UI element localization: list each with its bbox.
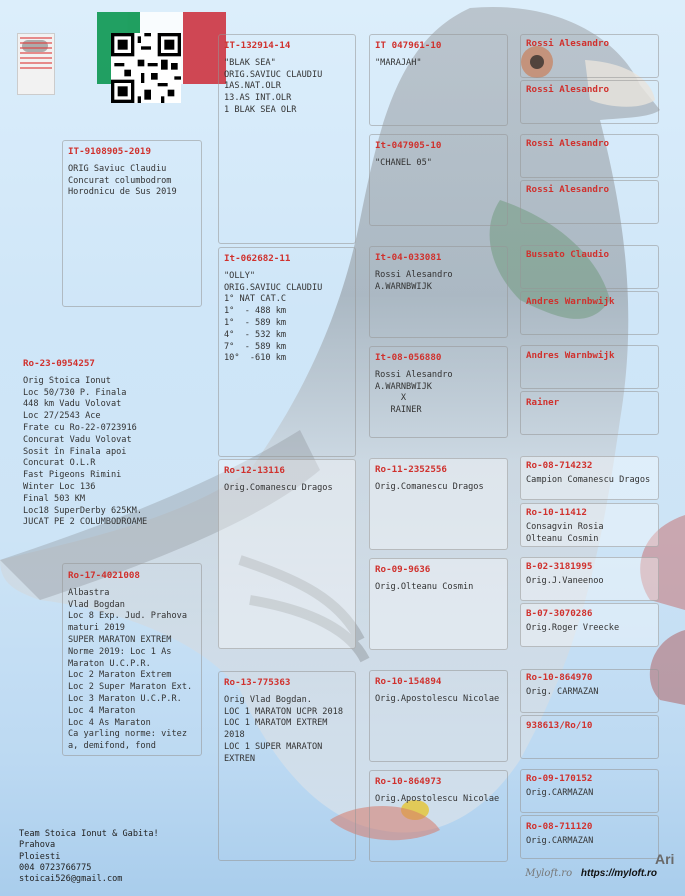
detail-line: Loc18 SuperDerby 625KM. bbox=[23, 505, 142, 516]
ring-id: It-08-056880 bbox=[375, 352, 442, 363]
pedigree-card-ggg bbox=[526, 184, 658, 202]
pedigree-card-great-grandparent bbox=[375, 776, 505, 806]
team-email[interactable]: stoicai526@gmail.com bbox=[19, 874, 123, 885]
pedigree-card-dam bbox=[68, 570, 202, 752]
detail-line: 2018 bbox=[224, 730, 245, 741]
pedigree-card-sire bbox=[68, 146, 200, 199]
detail-line: Olteanu Cosmin bbox=[526, 533, 599, 544]
pedigree-card-ggg bbox=[526, 38, 658, 56]
pedigree-card-great-grandparent bbox=[375, 676, 505, 706]
pedigree-card-ggg bbox=[526, 397, 658, 415]
pedigree-card-grandparent bbox=[224, 677, 354, 766]
footer bbox=[525, 868, 657, 879]
ring-id: It-047905-10 bbox=[375, 140, 442, 151]
pedigree-card-ggg bbox=[526, 561, 658, 588]
detail-line: Loc 8 Exp. Jud. Prahova bbox=[68, 611, 187, 622]
team-phone[interactable]: 004 0723766775 bbox=[19, 862, 92, 873]
detail-line: Frate cu Ro-22-0723916 bbox=[23, 422, 137, 433]
pedigree-card-ggg bbox=[526, 608, 658, 635]
ring-id: Ro-10-864970 bbox=[526, 672, 593, 683]
detail-line: 448 km Vadu Volovat bbox=[23, 399, 122, 410]
detail-line: LOC 1 MARATON UCPR 2018 bbox=[224, 706, 343, 717]
detail-line: Orig Vlad Bogdan. bbox=[224, 694, 312, 705]
pedigree-thumbnail-image bbox=[17, 33, 55, 95]
detail-line: 1° - 488 km bbox=[224, 306, 287, 317]
qr-code[interactable] bbox=[111, 33, 181, 103]
detail-line: Albastra bbox=[68, 587, 110, 598]
detail-line: LOC 1 MARATOM EXTREM bbox=[224, 718, 328, 729]
detail-line: Orig.Comanescu Dragos bbox=[375, 481, 484, 492]
detail-line: Loc 2 Maraton Extrem bbox=[68, 670, 172, 681]
pedigree-card-ggg bbox=[526, 138, 658, 156]
detail-line: Ca yarling norme: vitez bbox=[68, 729, 187, 740]
detail-line: 1° - 589 km bbox=[224, 317, 287, 328]
ring-id: Rossi Alesandro bbox=[526, 184, 609, 195]
ring-id: Ro-08-711120 bbox=[526, 821, 593, 832]
detail-line: 1AS.NAT.OLR bbox=[224, 81, 281, 92]
ring-id: Ro-09-9636 bbox=[375, 564, 431, 575]
detail-line: Loc 3 Maraton U.C.P.R. bbox=[68, 693, 182, 704]
pedigree-card-ggg bbox=[526, 773, 658, 800]
detail-line: Fast Pigeons Rimini bbox=[23, 470, 122, 481]
ring-id: IT 047961-10 bbox=[375, 40, 442, 51]
detail-line: Orig.J.Vaneenoo bbox=[526, 575, 604, 586]
detail-line: Orig Stoica Ionut bbox=[23, 375, 111, 386]
detail-line: Loc 4 Maraton bbox=[68, 705, 136, 716]
sire-ring-id: IT-9108905-2019 bbox=[68, 146, 151, 157]
breeder-contact bbox=[19, 829, 159, 885]
pedigree-card-ggg bbox=[526, 720, 658, 738]
ring-id: Rossi Alesandro bbox=[526, 84, 609, 95]
detail-line: A.WARNBWIJK bbox=[375, 281, 432, 292]
pedigree-card-ggg bbox=[526, 507, 658, 545]
detail-line: 1 BLAK SEA OLR bbox=[224, 104, 297, 115]
team-name: Team Stoica Ionut & Gabita! bbox=[19, 829, 159, 839]
detail-line: Orig.Comanescu Dragos bbox=[224, 482, 333, 493]
ring-id: IT-132914-14 bbox=[224, 40, 291, 51]
detail-line: Concurat Vadu Volovat bbox=[23, 434, 132, 445]
ring-id: Ro-08-714232 bbox=[526, 460, 593, 471]
detail-line: "BLAK SEA" bbox=[224, 57, 276, 68]
detail-line: "OLLY" bbox=[224, 270, 256, 281]
dam-ring-id: Ro-17-4021008 bbox=[68, 570, 140, 581]
pedigree-card-grandparent bbox=[224, 40, 354, 117]
ring-id: B-07-3070286 bbox=[526, 608, 593, 619]
detail-line: LOC 1 SUPER MARATON bbox=[224, 741, 323, 752]
detail-line: ORIG.SAVIUC CLAUDIU bbox=[224, 69, 323, 80]
detail-line: Loc 4 As Maraton bbox=[68, 717, 151, 728]
pedigree-card-ggg bbox=[526, 249, 658, 267]
detail-line: Concurat O.L.R bbox=[23, 458, 96, 469]
detail-line: Orig.Apostolescu Nicolae bbox=[375, 693, 500, 704]
ring-id: Ro-13-775363 bbox=[224, 677, 291, 688]
detail-line: Vlad Bogdan bbox=[68, 599, 125, 610]
detail-line: Campion Comanescu Dragos bbox=[526, 474, 651, 485]
pedigree-card-great-grandparent bbox=[375, 464, 505, 494]
detail-line: ORIG.SAVIUC CLAUDIU bbox=[224, 282, 323, 293]
detail-line: 10° -610 km bbox=[224, 353, 287, 364]
detail-line: X bbox=[375, 393, 407, 404]
detail-line: Consagvin Rosia bbox=[526, 521, 604, 532]
ring-id: It-062682-11 bbox=[224, 253, 291, 264]
pedigree-card-great-grandparent bbox=[375, 564, 505, 594]
detail-line: SUPER MARATON EXTREM bbox=[68, 634, 172, 645]
team-city: Ploiesti bbox=[19, 851, 61, 862]
pedigree-card-great-grandparent bbox=[375, 40, 505, 70]
ring-id: Rossi Alesandro bbox=[526, 138, 609, 149]
detail-line: "CHANEL 05" bbox=[375, 157, 432, 168]
pedigree-card-ggg bbox=[526, 821, 658, 848]
ring-id: Ro-09-170152 bbox=[526, 773, 593, 784]
pedigree-card-ggg bbox=[526, 84, 658, 102]
detail-line: Rossi Alesandro bbox=[375, 269, 453, 280]
detail-line: Concurat columbodrom bbox=[68, 175, 172, 186]
detail-line: Sosit în Finala apoi bbox=[23, 446, 127, 457]
detail-line: Winter Loc 136 bbox=[23, 481, 96, 492]
pedigree-card-ggg bbox=[526, 296, 658, 314]
detail-line: a, demifond, fond bbox=[68, 741, 156, 752]
ring-id: Ro-10-864973 bbox=[375, 776, 442, 787]
detail-line: JUCAT PE 2 COLUMBODROAME bbox=[23, 517, 148, 528]
ring-id: It-04-033081 bbox=[375, 252, 442, 263]
pedigree-card-great-grandparent bbox=[375, 252, 505, 293]
detail-line: maturi 2019 bbox=[68, 623, 125, 634]
detail-line: 7° - 589 km bbox=[224, 341, 287, 352]
detail-line: Horodnicu de Sus 2019 bbox=[68, 187, 177, 198]
detail-line: Rossi Alesandro bbox=[375, 369, 453, 380]
myloft-link[interactable]: https://myloft.ro bbox=[580, 868, 657, 879]
ring-id: Andres Warnbwijk bbox=[526, 350, 615, 361]
pedigree-card-pigeon bbox=[23, 358, 213, 529]
ring-id: Ro-12-13116 bbox=[224, 465, 285, 476]
detail-line: RAINER bbox=[375, 405, 422, 416]
detail-line: Loc 2 Super Maraton Ext. bbox=[68, 682, 193, 693]
detail-line: Orig.Apostolescu Nicolae bbox=[375, 793, 500, 804]
detail-line: Orig.CARMAZAN bbox=[526, 835, 594, 846]
detail-line: Orig. CARMAZAN bbox=[526, 686, 599, 697]
detail-line: Loc 27/2543 Ace bbox=[23, 411, 101, 422]
ring-id: 938613/Ro/10 bbox=[526, 720, 593, 731]
detail-line: Final 503 KM bbox=[23, 493, 86, 504]
ring-id: Ro-10-11412 bbox=[526, 507, 587, 518]
pedigree-card-great-grandparent bbox=[375, 352, 505, 417]
ring-id: Rainer bbox=[526, 397, 560, 408]
pedigree-card-great-grandparent bbox=[375, 140, 505, 170]
pedigree-card-ggg bbox=[526, 672, 658, 699]
ring-id: Andres Warnbwijk bbox=[526, 296, 615, 307]
pedigree-card-grandparent bbox=[224, 465, 354, 495]
pedigree-card-ggg bbox=[526, 350, 658, 368]
detail-line: A.WARNBWIJK bbox=[375, 381, 432, 392]
detail-line: Orig.Olteanu Cosmin bbox=[375, 581, 474, 592]
detail-line: Maraton U.C.P.R. bbox=[68, 658, 151, 669]
detail-line: Norme 2019: Loc 1 As bbox=[68, 646, 172, 657]
ring-id: Ro-11-2352556 bbox=[375, 464, 447, 475]
detail-line: 1° NAT CAT.C bbox=[224, 294, 287, 305]
detail-line: Orig.CARMAZAN bbox=[526, 787, 594, 798]
detail-line: EXTREN bbox=[224, 753, 256, 764]
detail-line: "MARAJAH" bbox=[375, 57, 422, 68]
team-county: Prahova bbox=[19, 840, 56, 851]
ring-id: B-02-3181995 bbox=[526, 561, 593, 572]
ring-id: Ro-10-154894 bbox=[375, 676, 442, 687]
corner-watermark-text: Ari bbox=[655, 851, 675, 867]
ring-id: Rossi Alesandro bbox=[526, 38, 609, 49]
myloft-signature-logo: Myloft.ro bbox=[525, 868, 573, 879]
pigeon-ring-id: Ro-23-0954257 bbox=[23, 358, 95, 369]
pigeon-details bbox=[23, 376, 213, 529]
pedigree-card-grandparent bbox=[224, 253, 354, 365]
detail-line: Orig.Roger Vreecke bbox=[526, 622, 620, 633]
ring-id: Bussato Claudio bbox=[526, 249, 609, 260]
detail-line: ORIG Saviuc Claudiu bbox=[68, 163, 167, 174]
detail-line: 4° - 532 km bbox=[224, 329, 287, 340]
detail-line: 13.AS INT.OLR bbox=[224, 93, 292, 104]
pedigree-card-ggg bbox=[526, 460, 658, 487]
detail-line: Loc 50/730 P. Finala bbox=[23, 387, 127, 398]
